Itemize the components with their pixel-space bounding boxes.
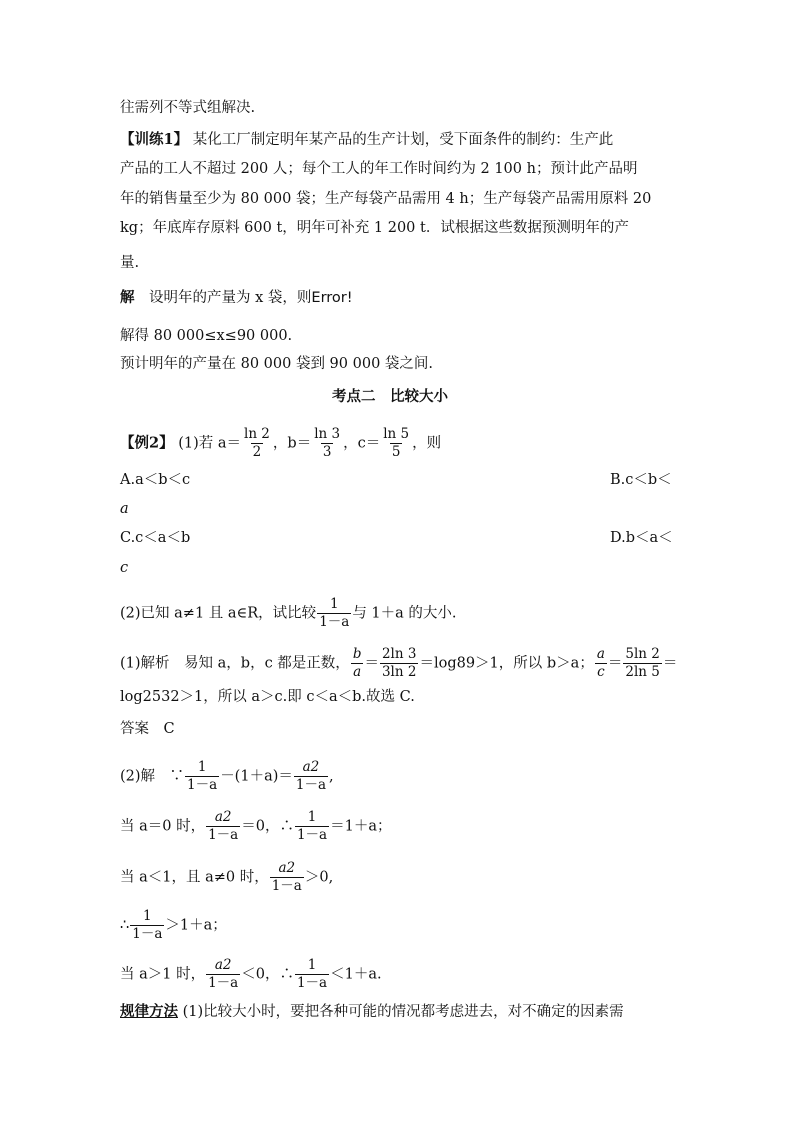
question-2-pre: (2)已知 a≠1 且 a∈R，试比较 xyxy=(120,605,317,622)
fraction-1-over-1-minus-a: $\frac{1}{1-a}$ xyxy=(319,596,350,630)
fraction-5ln2-over-2ln5: $\frac{5\ln 2}{2\ln 5}$ xyxy=(625,646,660,680)
case-3-end: ＞1＋a； xyxy=(165,917,227,934)
example-end: ，则 xyxy=(412,435,442,452)
fraction-c3: $\frac{1}{1-a}$ xyxy=(132,908,163,942)
fraction-c1-1: $\frac{a2}{1-a}$ xyxy=(208,809,239,843)
solution-2-mid: －(1＋a)＝ xyxy=(220,768,293,785)
option-d: D.b＜a＜ xyxy=(610,530,673,546)
case-1-line xyxy=(120,809,391,844)
method-tag: 规律方法 xyxy=(120,1003,178,1020)
solution-2-line xyxy=(120,759,334,794)
case-4-end: ＜1＋a. xyxy=(330,966,382,983)
solution-text: 设明年的产量为 x 袋，则 xyxy=(149,290,312,306)
case-3-pre: ∴ xyxy=(120,917,130,934)
fraction-c4-2: $\frac{1}{1-a}$ xyxy=(296,957,328,991)
analysis-eq-3: ＝ xyxy=(662,655,678,672)
training-line-3: 年的销售量至少为 80 000 袋；生产每袋产品需用 4 h；生产每袋产品需用原料 20 xyxy=(120,191,652,207)
option-b: B.c＜b＜ xyxy=(610,472,672,488)
fraction-s2-2: $\frac{a2}{1-a}$ xyxy=(295,759,327,793)
case-2-pre: 当 a＜1，且 a≠0 时， xyxy=(120,869,269,886)
option-b-wrap: a xyxy=(120,501,129,517)
analysis-line-2: log2532＞1，所以 a＞c.即 c＜a＜b.故选 C. xyxy=(120,689,415,705)
analysis-line-1 xyxy=(120,646,677,681)
solution-line-1 xyxy=(120,288,353,308)
analysis-eq-1: ＝ xyxy=(364,655,379,672)
fraction-a-over-c: $\frac{a}{c}$ xyxy=(596,646,605,680)
question-2-post: 与 1＋a 的大小. xyxy=(352,605,457,622)
analysis-eq-2: ＝ xyxy=(607,655,623,672)
option-d-wrap: c xyxy=(120,560,129,576)
solution-line-2: 解得 80 000≤x≤90 000. xyxy=(120,328,293,344)
question-2-line xyxy=(120,596,457,631)
training-line-2: 产品的工人不超过 200 人；每个工人的年工作时间约为 2 100 h；预计此产品明 xyxy=(120,161,638,177)
answer-line: 答案 C xyxy=(120,721,175,737)
solution-label: 解 xyxy=(120,289,135,306)
solution-2-pre: (2)解 ∵ xyxy=(120,768,185,785)
case-1-pre: 当 a＝0 时， xyxy=(120,818,206,835)
analysis-mid: ＝log89＞1，所以 b＞a； xyxy=(419,655,594,672)
option-c: C.c＜a＜b xyxy=(120,530,191,546)
fraction-c1-2: $\frac{1}{1-a}$ xyxy=(296,809,328,843)
case-4-line xyxy=(120,957,382,992)
training-line-4: kg；年底库存原料 600 t，明年可补充 1 200 t．试根据这些数据预测明年的产 xyxy=(120,220,629,236)
case-1-mid: ＝0，∴ xyxy=(241,818,294,835)
fraction-c4-1: $\frac{a2}{1-a}$ xyxy=(208,957,239,991)
training-line-5: 量. xyxy=(120,255,140,271)
example-c: ，c＝ xyxy=(343,435,381,452)
fraction-ln2: $\frac{\ln 2}{2}$ xyxy=(244,426,270,460)
error-text: Error! xyxy=(311,290,353,306)
case-1-end: ＝1＋a； xyxy=(330,818,392,835)
example-pre: (1)若 a＝ xyxy=(178,435,241,452)
fraction-ln3: $\frac{\ln 3}{3}$ xyxy=(314,426,341,460)
case-3-line xyxy=(120,908,227,943)
method-line xyxy=(120,1002,624,1022)
fraction-b-over-a: $\frac{b}{a}$ xyxy=(352,646,362,680)
solution-2-end: , xyxy=(329,768,334,785)
intro-line: 往需列不等式组解决. xyxy=(120,100,256,116)
analysis-pre: (1)解析 易知 a，b，c 都是正数， xyxy=(120,655,350,672)
section-title: 考点二 比较大小 xyxy=(332,388,448,405)
method-text: (1)比较大小时，要把各种可能的情况都考虑进去，对不确定的因素需 xyxy=(178,1004,624,1020)
case-2-line xyxy=(120,860,333,895)
case-2-end: ＞0, xyxy=(304,869,334,886)
example-b: ，b＝ xyxy=(272,435,312,452)
fraction-s2-1: $\frac{1}{1-a}$ xyxy=(187,759,218,793)
fraction-ln5: $\frac{\ln 5}{5}$ xyxy=(383,426,410,460)
solution-line-3: 预计明年的产量在 80 000 袋到 90 000 袋之间. xyxy=(120,356,434,372)
option-a: A.a＜b＜c xyxy=(120,472,191,488)
case-4-pre: 当 a＞1 时， xyxy=(120,966,206,983)
example-tag: 【例2】 xyxy=(120,434,174,452)
case-4-mid: ＜0，∴ xyxy=(241,966,294,983)
fraction-c2: $\frac{a2}{1-a}$ xyxy=(271,860,302,894)
training-tag: 【训练1】 xyxy=(120,131,189,148)
training-line-1 xyxy=(120,130,613,150)
training-text-1: 某化工厂制定明年某产品的生产计划，受下面条件的制约：生产此 xyxy=(188,132,614,148)
example-2-line xyxy=(120,426,441,461)
fraction-2ln3-over-3ln2: $\frac{2\ln 3}{3\ln 2}$ xyxy=(381,646,417,680)
